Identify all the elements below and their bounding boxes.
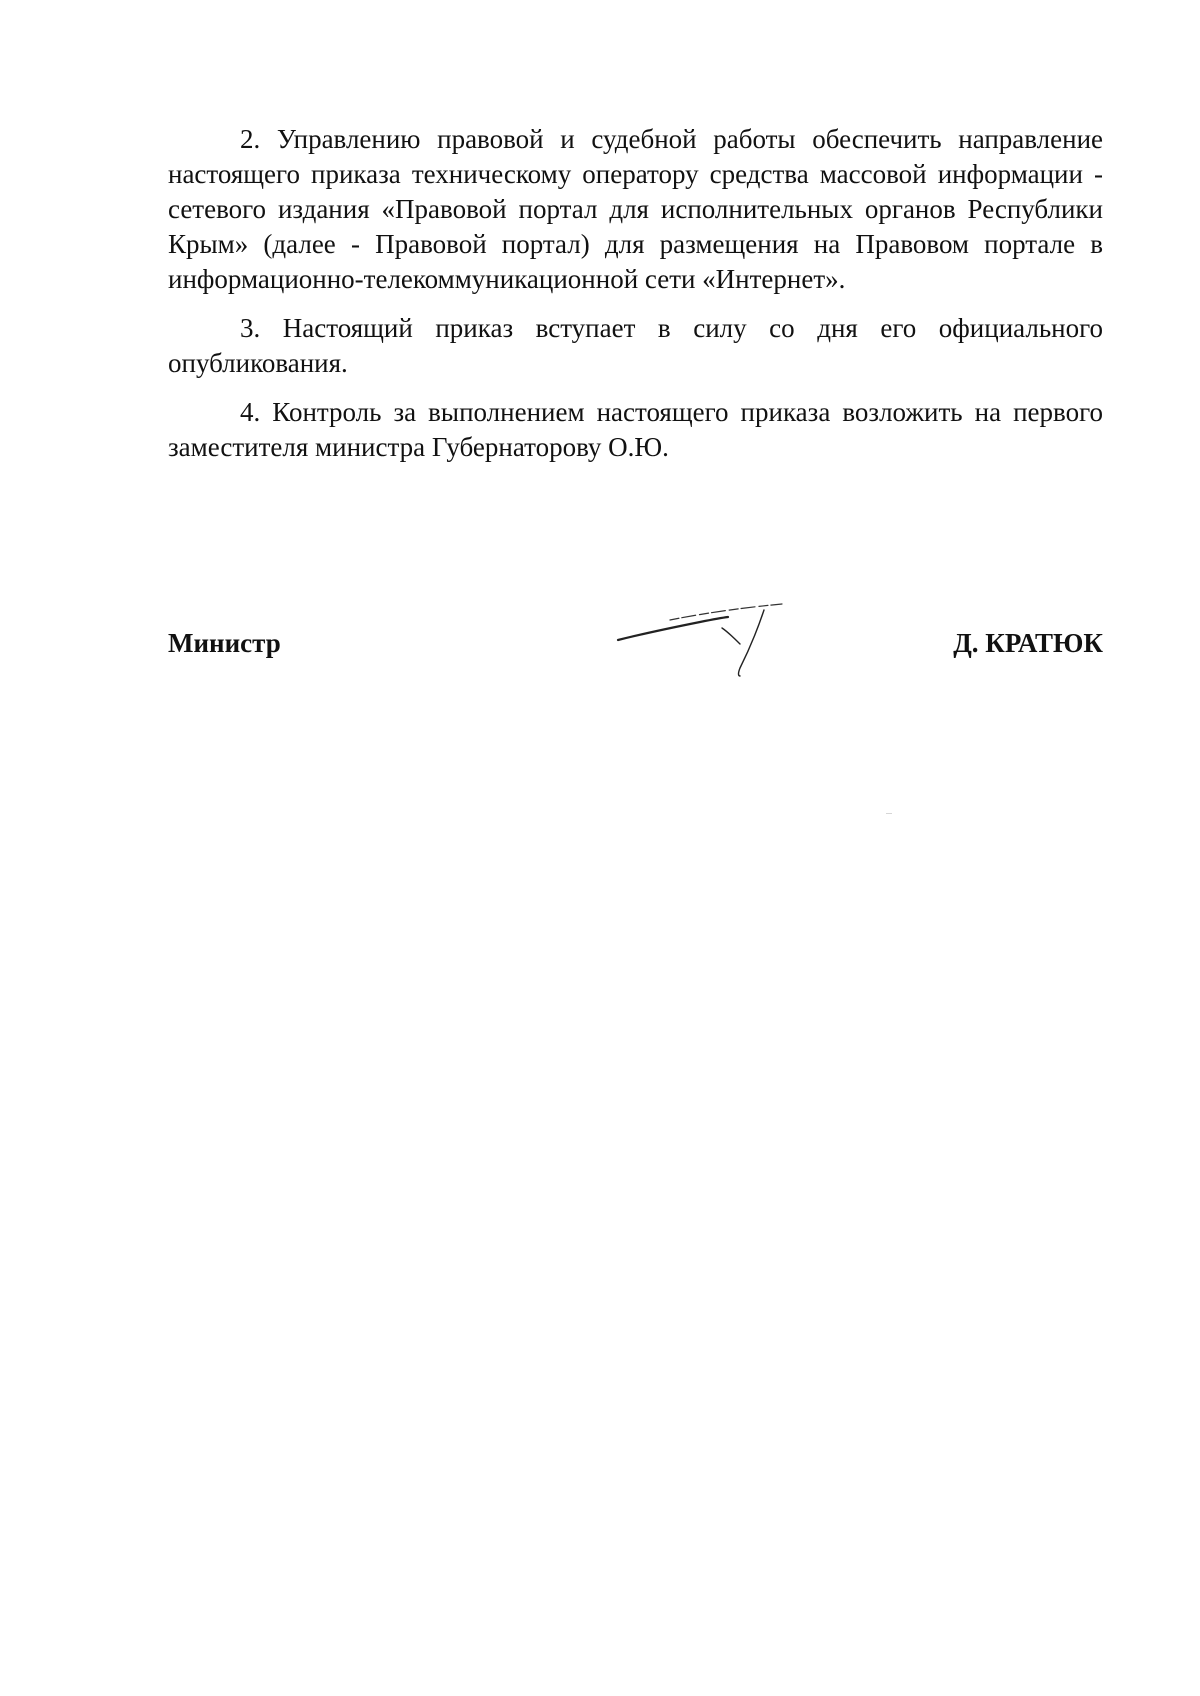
paragraph-3: 3. Настоящий приказ вступает в силу со дня его официального опубликования. — [168, 313, 1103, 378]
paragraph-4: 4. Контроль за выполнением настоящего приказа возложить на первого заместителя министра Губернаторову О.Ю. — [168, 397, 1103, 462]
scan-artifact — [886, 813, 892, 814]
signatory-name: Д. КРАТЮК — [953, 628, 1103, 658]
document-body — [168, 122, 1103, 479]
signature-block — [168, 596, 1103, 686]
handwritten-signature — [610, 596, 810, 686]
signatory-title: Министр — [168, 628, 281, 658]
paragraph-2: 2. Управлению правовой и судебной работы обеспечить направление настоящего приказа техническому оператору средства массовой информации - сетевого издания «Правовой портал для исполнительных органов Республики Крым» (далее - Правовой портал) для размещения на Правовом портале в информационно-телекоммуникационной сети «Интернет». — [168, 124, 1103, 294]
